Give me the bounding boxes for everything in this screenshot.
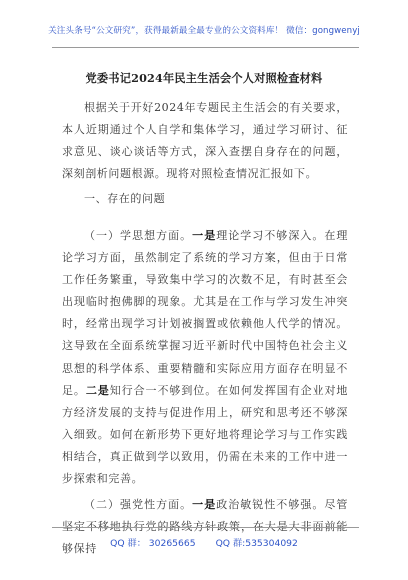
point-marker: 一是 [192,229,217,242]
document-title: 党委书记2024年民主生活会个人对照检查材料 [85,71,323,85]
footer [0,535,408,549]
paragraph-lead: （二）强党性方面。 [84,498,193,511]
paragraph-lead: （一）学思想方面。 [84,229,193,242]
point-marker: 二是 [85,383,110,397]
paragraph-text: 理论学习不够深入。在理论学习方面，虽然制定了系统的学习方案，但由于日常工作任务繁重，导致集中学习的次数不足，有时甚至会出现临时抱佛脚的现象。尤其是在工作与学习发生冲突时，经常出现学习计划被搁置或依赖他人代学的情况。这导致在全面系统掌握习近平新时代中国特色社会主义思想的科学体系、重要精髓和实际应用方面存在明显不足。 [62,229,348,397]
paragraph-text: 知行合一不够到位。在如何发挥国有企业对地方经济发展的支持与促进作用上，研究和思考还不够深入细致。如何在新形势下更好地将理论学习与工作实践相结合，真正做到学以致用，仍需在未来的工作中进一步探索和完善。 [62,383,349,486]
footer-divider [52,527,359,528]
point-marker: 一是 [192,498,217,511]
footer-qq-group-2: QQ 群:535304092 [215,538,298,549]
header-banner: 关注头条号“公文研究”，获得最新最全最专业的公文资料库！ 微信：gongwenyj [48,26,360,36]
paragraph-text: 政治敏锐性不够强。尽管坚定不移地执行党的路线方针政策，在大是大非面前能够保持 [62,498,348,556]
intro-paragraph: 根据关于开好2024年专题民主生活会的有关要求，本人近期通过个人自学和集体学习，通过学习研讨、征求意见、谈心谈话等方式，深入查摆自身存在的问题，深刻剖析问题根源。现将对照检查情况汇报如下。 [62,101,348,181]
paragraph-study-thought [62,225,348,490]
footer-qq-group-1: QQ 群： 30265665 [110,538,196,549]
header-divider [52,47,359,48]
section-heading: 一、存在的问题 [84,192,166,205]
